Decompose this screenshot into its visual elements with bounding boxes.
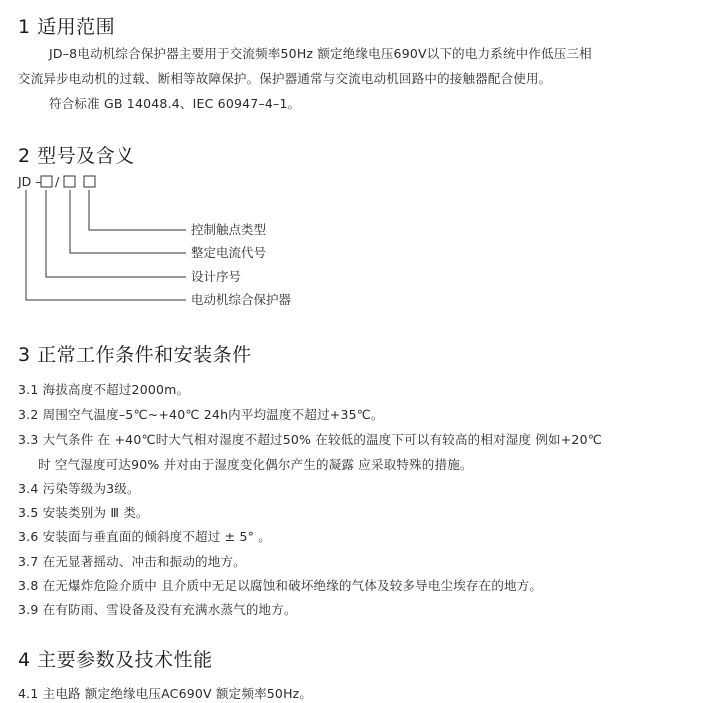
condition-3-6: 3.6 安装面与垂直面的倾斜度不超过 ± 5° 。 [18,529,271,544]
condition-3-3: 3.3 大气条件 在 +40℃时大气相对湿度不超过50% 在较低的温度下可以有较高的相对湿度 例如+20℃ [18,432,602,447]
section-1-heading: 1 适用范围 [18,16,116,38]
condition-3-7: 3.7 在无显著摇动、冲击和振动的地方。 [18,554,246,569]
label-contact-type: 控制触点类型 [191,222,267,237]
label-design-no: 设计序号 [191,269,242,284]
condition-3-5: 3.5 安装类别为 Ⅲ 类。 [18,505,149,520]
label-motor-protector: 电动机综合保护器 [191,292,292,307]
section-1-line-1: JD–8电动机综合保护器主要用于交流频率50Hz 额定绝缘电压690V以下的电力系统中作低压三相 [49,46,592,61]
condition-3-1: 3.1 海拔高度不超过2000m。 [18,382,190,397]
label-current-code: 整定电流代号 [191,245,267,260]
condition-3-3-cont: 时 空气湿度可达90% 并对由于湿度变化偶尔产生的凝露 应采取特殊的措施。 [38,457,473,472]
parameter-4-1: 4.1 主电路 额定绝缘电压AC690V 额定频率50Hz。 [18,686,313,701]
condition-3-4: 3.4 污染等级为3级。 [18,481,140,496]
model-designation-diagram [0,0,703,330]
condition-3-9: 3.9 在有防雨、雪设备及没有充满水蒸气的地方。 [18,602,297,617]
leader-line-current-code [70,190,186,253]
leader-line-design-no [46,190,186,277]
section-2-heading: 2 型号及含义 [18,145,135,167]
condition-3-8: 3.8 在无爆炸危险介质中 且介质中无足以腐蚀和破坏绝缘的气体及较多导电尘埃存在的地方。 [18,578,543,593]
section-3-heading: 3 正常工作条件和安装条件 [18,344,252,366]
placeholder-box-design-no [41,176,52,187]
section-4-heading: 4 主要参数及技术性能 [18,649,213,671]
condition-3-2: 3.2 周围空气温度–5℃~+40℃ 24h内平均温度不超过+35℃。 [18,407,384,422]
model-separator: / [55,174,60,189]
leader-line-protector [26,190,186,300]
section-1-line-2: 交流异步电动机的过载、断相等故障保护。保护器通常与交流电动机回路中的接触器配合使用。 [18,71,552,86]
leader-line-contact-type [89,190,186,230]
placeholder-box-contact-type [84,176,95,187]
model-prefix: JD – [18,174,42,189]
section-1-standards: 符合标准 GB 14048.4、IEC 60947–4–1。 [49,96,301,111]
placeholder-box-current-code [64,176,75,187]
